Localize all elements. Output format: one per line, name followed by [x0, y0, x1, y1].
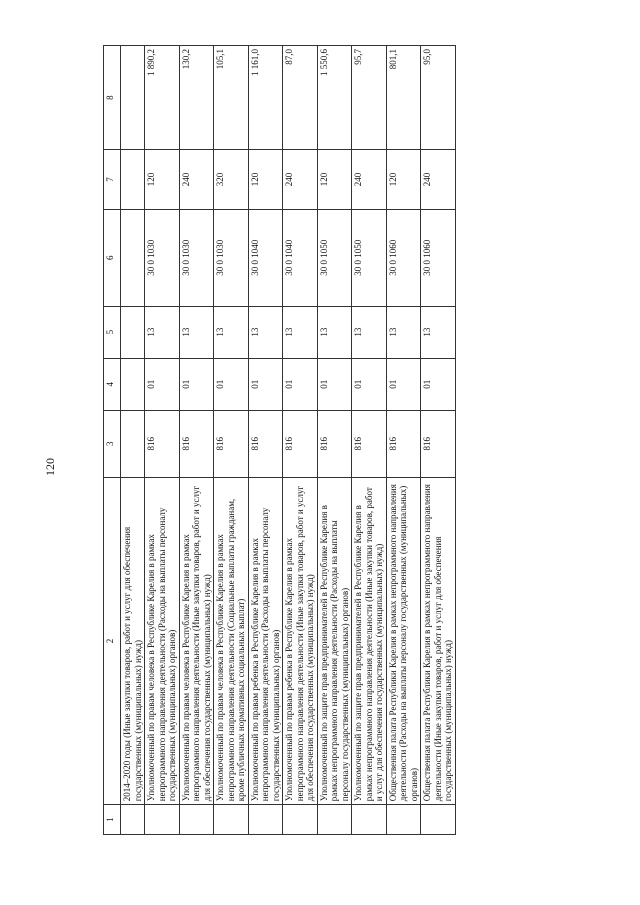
cell-blank — [386, 805, 421, 835]
column-header: 8 — [104, 46, 121, 150]
cell-name: Уполномоченный по защите прав предпринимателей в Республике Карелия в рамках непрограммного направления деятельности (Иные закупки товаров, работ и услуг для обеспечения государственных (муниципальных) нужд) — [352, 477, 387, 805]
cell-expense-type: 240 — [421, 150, 456, 210]
cell-blank — [283, 805, 318, 835]
cell-subsection: 13 — [352, 306, 387, 358]
column-header: 7 — [104, 150, 121, 210]
cell-amount: 1 550,6 — [317, 46, 352, 150]
column-header: 2 — [104, 477, 121, 805]
cell-target-article: 30 0 1030 — [179, 209, 214, 306]
cell-subsection — [121, 306, 145, 358]
cell-target-article: 30 0 1060 — [421, 209, 456, 306]
cell-amount: 130,2 — [179, 46, 214, 150]
table-header-row — [104, 46, 121, 835]
table-row — [248, 46, 283, 835]
cell-expense-type: 120 — [386, 150, 421, 210]
cell-target-article: 30 0 1030 — [145, 209, 180, 306]
cell-section: 01 — [145, 358, 180, 410]
cell-section: 01 — [179, 358, 214, 410]
column-header: 4 — [104, 358, 121, 410]
cell-name: Уполномоченный по правам ребенка в Республике Карелия в рамках непрограммного направления деятельности (Расходы на выплаты персоналу государственных (муниципальных) органов) — [248, 477, 283, 805]
cell-amount: 801,1 — [386, 46, 421, 150]
cell-subsection: 13 — [283, 306, 318, 358]
cell-amount — [121, 46, 145, 150]
cell-section: 01 — [421, 358, 456, 410]
cell-expense-type — [121, 150, 145, 210]
cell-name: Уполномоченный по правам человека в Республике Карелия в рамках непрограммного направления деятельности (Иные закупки товаров, работ и услуг для обеспечения государственных (муниципальных) нужд) — [179, 477, 214, 805]
cell-subsection: 13 — [179, 306, 214, 358]
cell-ministry-code: 816 — [179, 410, 214, 477]
cell-target-article: 30 0 1050 — [317, 209, 352, 306]
table-row — [179, 46, 214, 835]
table-row — [145, 46, 180, 835]
cell-blank — [248, 805, 283, 835]
cell-subsection: 13 — [248, 306, 283, 358]
cell-ministry-code: 816 — [421, 410, 456, 477]
cell-amount: 87,0 — [283, 46, 318, 150]
cell-expense-type: 240 — [283, 150, 318, 210]
cell-name: Общественная палата Республики Карелия в рамках непрограммного направления деятельности (Иные закупки товаров, работ и услуг для обеспечения государственных (муниципальных) нужд) — [421, 477, 456, 805]
cell-expense-type: 120 — [248, 150, 283, 210]
cell-blank — [352, 805, 387, 835]
cell-section: 01 — [386, 358, 421, 410]
cell-blank — [317, 805, 352, 835]
cell-name: Уполномоченный по правам человека в Республике Карелия в рамках непрограммного направления деятельности (Социальные выплаты гражданам, кроме публичных нормативных социальных выплат) — [214, 477, 249, 805]
cell-target-article — [121, 209, 145, 306]
cell-subsection: 13 — [317, 306, 352, 358]
cell-amount: 95,0 — [421, 46, 456, 150]
cell-subsection: 13 — [214, 306, 249, 358]
cell-blank — [421, 805, 456, 835]
column-header: 5 — [104, 306, 121, 358]
table-row — [214, 46, 249, 835]
cell-amount: 95,7 — [352, 46, 387, 150]
cell-target-article: 30 0 1040 — [248, 209, 283, 306]
budget-table — [103, 45, 456, 835]
cell-ministry-code: 816 — [386, 410, 421, 477]
cell-blank — [145, 805, 180, 835]
cell-blank — [179, 805, 214, 835]
column-header: 3 — [104, 410, 121, 477]
cell-subsection: 13 — [386, 306, 421, 358]
cell-expense-type: 120 — [145, 150, 180, 210]
rotated-table-container — [103, 45, 543, 835]
cell-ministry-code: 816 — [283, 410, 318, 477]
column-header: 6 — [104, 209, 121, 306]
cell-section — [121, 358, 145, 410]
cell-amount: 105,1 — [214, 46, 249, 150]
cell-ministry-code: 816 — [352, 410, 387, 477]
table-body — [121, 46, 456, 835]
cell-section: 01 — [248, 358, 283, 410]
cell-name: Уполномоченный по правам человека в Республике Карелия в рамках непрограммного направления деятельности (Расходы на выплаты персоналу государственных (муниципальных) органов) — [145, 477, 180, 805]
cell-blank — [214, 805, 249, 835]
cell-target-article: 30 0 1050 — [352, 209, 387, 306]
cell-ministry-code: 816 — [248, 410, 283, 477]
cell-expense-type: 240 — [352, 150, 387, 210]
cell-name: 2014–2020 годы (Иные закупки товаров, работ и услуг для обеспечения государственных (муниципальных) нужд) — [121, 477, 145, 805]
cell-section: 01 — [214, 358, 249, 410]
page-number: 120 — [43, 458, 57, 476]
cell-subsection: 13 — [421, 306, 456, 358]
cell-section: 01 — [283, 358, 318, 410]
cell-amount: 1 890,2 — [145, 46, 180, 150]
table-row — [317, 46, 352, 835]
cell-amount: 1 161,0 — [248, 46, 283, 150]
cell-section: 01 — [352, 358, 387, 410]
table-row — [352, 46, 387, 835]
table-row — [421, 46, 456, 835]
column-header: 1 — [104, 805, 121, 835]
cell-name: Общественная палата Республики Карелия в рамках непрограммного направления деятельности (Расходы на выплаты персоналу государственных (муниципальных) органов) — [386, 477, 421, 805]
table-row — [386, 46, 421, 835]
cell-expense-type: 120 — [317, 150, 352, 210]
table-row — [283, 46, 318, 835]
cell-expense-type: 240 — [179, 150, 214, 210]
cell-section: 01 — [317, 358, 352, 410]
cell-name: Уполномоченный по защите прав предпринимателей в Республике Карелия в рамках непрограммного направления деятельности (Расходы на выплаты персоналу государственных (муниципальных) органов) — [317, 477, 352, 805]
cell-ministry-code: 816 — [145, 410, 180, 477]
table-row — [121, 46, 145, 835]
cell-ministry-code — [121, 410, 145, 477]
cell-name: Уполномоченный по правам ребенка в Республике Карелия в рамках непрограммного направления деятельности (Иные закупки товаров, работ и услуг для обеспечения государственных (муниципальных) нужд) — [283, 477, 318, 805]
cell-target-article: 30 0 1040 — [283, 209, 318, 306]
cell-target-article: 30 0 1030 — [214, 209, 249, 306]
cell-expense-type: 320 — [214, 150, 249, 210]
cell-target-article: 30 0 1060 — [386, 209, 421, 306]
cell-blank — [121, 805, 145, 835]
cell-subsection: 13 — [145, 306, 180, 358]
cell-ministry-code: 816 — [317, 410, 352, 477]
cell-ministry-code: 816 — [214, 410, 249, 477]
